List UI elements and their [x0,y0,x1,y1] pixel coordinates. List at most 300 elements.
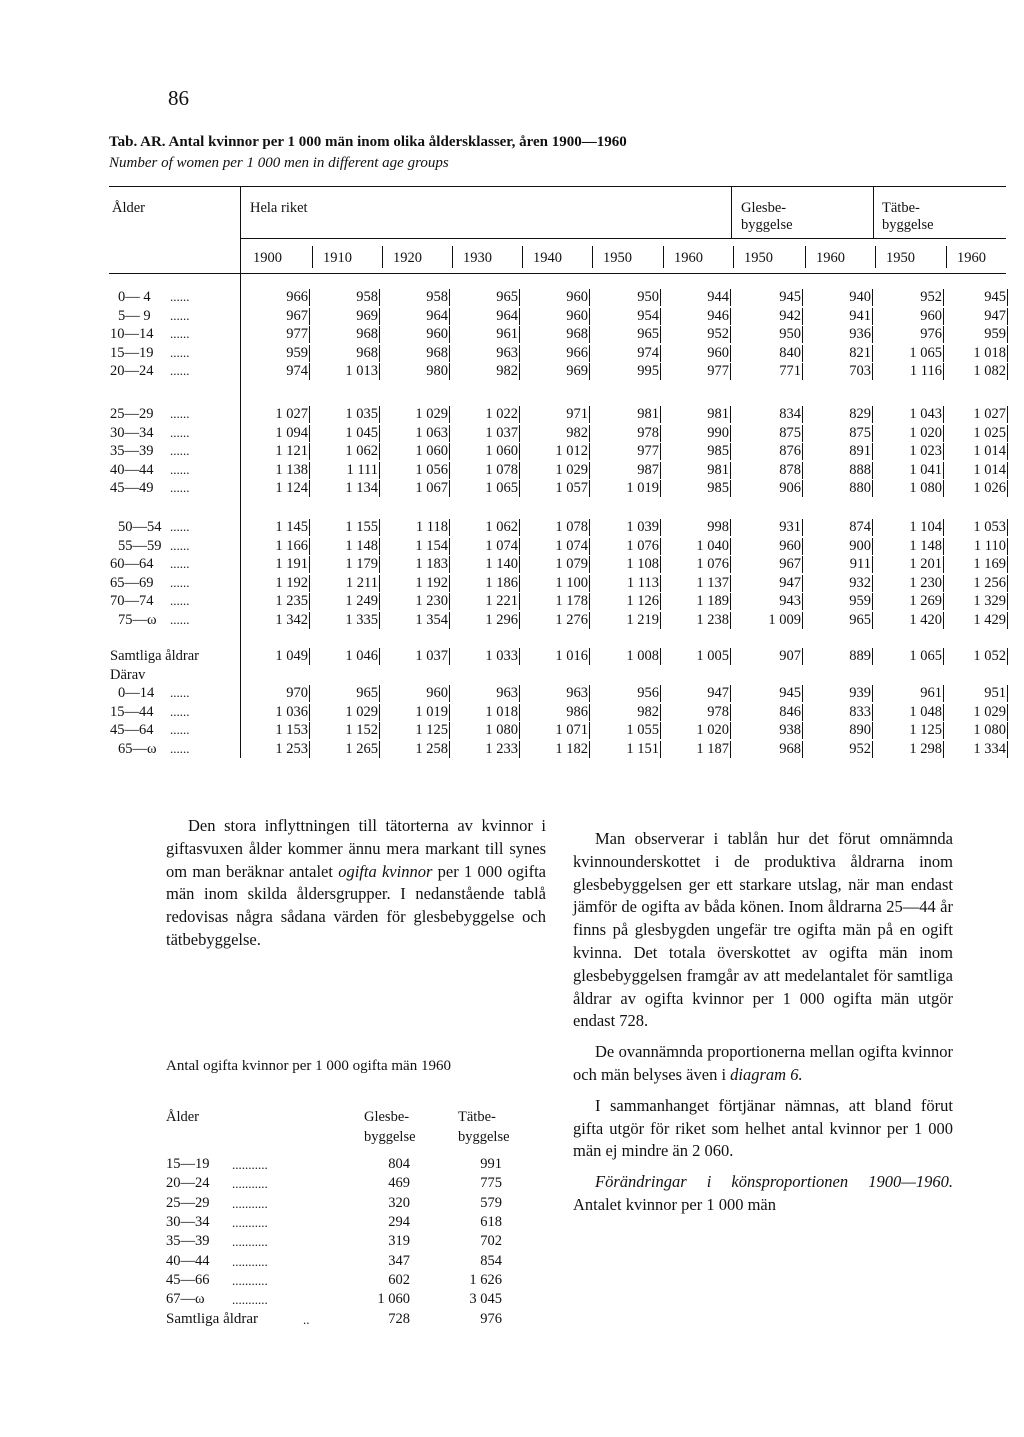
cell-divider [872,575,873,592]
cell-divider [589,462,590,479]
table-cell: 968 [426,344,448,361]
cell-divider [872,289,873,306]
cell-divider [872,685,873,702]
table-cell: 1 258 [415,741,448,757]
cell-divider [379,462,380,479]
table-cell: 966 [286,289,308,305]
table-cell: 963 [566,685,588,702]
table-cell: 1 022 [485,406,518,422]
cell-divider [519,345,520,362]
cell-divider [519,363,520,380]
leader-dots: ...... [170,461,190,477]
table-cell: 960 [426,685,448,702]
table-cell: 1 014 [973,461,1006,478]
table-cell: 977 [707,363,729,380]
small-cell: 602 [388,1271,410,1288]
table-cell: 1 009 [768,612,801,628]
leader-dots: ...... [170,406,190,421]
cell-divider [802,685,803,702]
cell-divider [309,593,310,610]
cell-divider [519,480,520,497]
table-cell: 771 [779,363,801,380]
group-header-rural: byggelse [741,217,793,233]
table-cell: 1 230 [415,593,448,610]
cell-divider [730,648,731,665]
table-cell: 1 110 [973,537,1006,554]
table-cell: 1 334 [973,741,1006,757]
table-cell: 1 029 [973,703,1006,720]
cell-divider [309,556,310,573]
cell-divider [309,704,310,721]
small-cell: 618 [480,1213,502,1230]
table-cell: 1 008 [626,648,659,664]
table-cell: 982 [496,363,518,380]
leader-dots: ...... [170,424,190,440]
table-cell: 974 [286,363,308,380]
small-cell: 347 [388,1252,410,1269]
table-cell: 960 [920,307,942,324]
small-col-header-rural: byggelse [364,1129,416,1145]
cell-divider [730,462,731,479]
table-cell: 1 138 [275,461,308,478]
cell-divider [660,648,661,665]
small-row-label: 67—ω [166,1291,205,1308]
cell-divider [519,575,520,592]
table-cell: 703 [849,363,871,380]
cell-divider [660,326,661,343]
cell-divider [943,741,944,758]
table-cell: 965 [496,289,518,305]
cell-divider [309,480,310,497]
table-cell: 1 049 [275,648,308,664]
cell-divider [872,363,873,380]
row-label: 0—14 [118,685,155,702]
cell-divider [449,289,450,306]
row-label: 45—49 [110,480,154,497]
cell-divider [309,648,310,665]
small-cell: 3 045 [469,1291,502,1308]
cell-divider [309,308,310,325]
cell-divider [802,480,803,497]
leader-dots: ...... [170,612,190,627]
cell-divider [309,519,310,536]
table-cell: 890 [849,722,871,739]
table-cell: 1 235 [275,593,308,610]
cell-divider [872,519,873,536]
small-col-header-rural: Glesbe- [364,1109,410,1125]
small-row-label: 20—24 [166,1175,210,1192]
table-cell: 960 [566,289,588,305]
small-cell: 804 [388,1156,410,1172]
row-label: 20—24 [110,363,154,380]
cell-divider [1007,612,1008,629]
cell-divider [872,556,873,573]
small-cell: 469 [388,1175,410,1192]
year-header: 1950 [886,250,915,266]
leader-dots: ........... [232,1176,268,1192]
year-header: 1960 [674,250,703,266]
cell-divider [589,519,590,536]
cell-divider [309,462,310,479]
table-cell: 1 065 [485,480,518,497]
cell-divider [872,593,873,610]
row-label: 25—29 [110,406,154,422]
table-cell: 1 192 [275,574,308,591]
table-cell: 1 018 [485,703,518,720]
cell-divider [802,363,803,380]
small-cell: 319 [388,1233,410,1250]
year-divider [946,246,947,268]
table-cell: 1 140 [485,556,518,573]
table-cell: 950 [637,289,659,305]
table-cell: 1 045 [345,424,378,441]
table-cell: 1 145 [275,519,308,535]
cell-divider [379,425,380,442]
table-cell: 834 [779,406,801,422]
row-label: 65—ω [118,741,157,757]
cell-divider [943,425,944,442]
table-cell: 963 [496,344,518,361]
table-cell: 1 037 [415,648,448,664]
cell-divider [660,443,661,460]
table-cell: 945 [984,289,1006,305]
cell-divider [730,425,731,442]
table-cell: 1 183 [415,556,448,573]
cell-divider [449,480,450,497]
cell-divider [1007,443,1008,460]
cell-divider [660,612,661,629]
table-cell: 1 063 [415,424,448,441]
cell-divider [1007,538,1008,555]
leader-dots: ...... [170,741,190,756]
table-cell: 944 [707,289,729,305]
cell-divider [449,308,450,325]
table-cell: 959 [286,344,308,361]
cell-divider [872,326,873,343]
cell-divider [802,406,803,423]
small-table-title: Antal ogifta kvinnor per 1 000 ogifta män 1960 [166,1058,451,1074]
table-cell: 967 [779,556,801,573]
cell-divider [519,741,520,758]
cell-divider [802,648,803,665]
cell-divider [660,556,661,573]
cell-divider [730,345,731,362]
leader-dots: ...... [170,326,190,342]
small-row-label: 15—19 [166,1156,210,1172]
table-cell: 952 [920,289,942,305]
table-cell: 1 111 [346,461,378,478]
table-cell: 907 [779,648,801,664]
small-row-label: 45—66 [166,1271,210,1288]
cell-divider [730,289,731,306]
small-total-label: Samtliga åldrar [166,1311,259,1327]
table-cell: 959 [984,326,1006,343]
cell-divider [449,704,450,721]
cell-divider [519,648,520,665]
table-cell: 965 [849,612,871,628]
table-cell: 970 [286,685,308,702]
cell-divider [943,462,944,479]
cell-divider [589,425,590,442]
table-cell: 1 076 [696,556,729,573]
table-cell: 1 116 [909,363,942,380]
cell-divider [519,704,520,721]
cell-divider [1007,425,1008,442]
table-cell: 977 [637,443,659,460]
table-cell: 978 [637,424,659,441]
cell-divider [943,593,944,610]
table-cell: 1 020 [909,424,942,441]
cell-divider [802,556,803,573]
cell-divider [589,741,590,758]
table-cell: 974 [637,344,659,361]
table-cell: 1 014 [973,443,1006,460]
table-cell: 1 039 [626,519,659,535]
small-total-cell: 976 [480,1311,502,1327]
small-cell: 702 [480,1233,502,1250]
cell-divider [1007,406,1008,423]
table-cell: 954 [637,307,659,324]
small-row-label: 25—29 [166,1194,210,1211]
table-cell: 846 [779,703,801,720]
table-cell: 1 211 [345,574,378,591]
small-cell: 1 626 [469,1271,502,1288]
cell-divider [730,308,731,325]
cell-divider [379,345,380,362]
cell-divider [519,519,520,536]
table-cell: 1 078 [555,519,588,535]
cell-divider [379,289,380,306]
row-label: 40—44 [110,461,154,478]
cell-divider [730,704,731,721]
cell-divider [1007,648,1008,665]
table-cell: 965 [637,326,659,343]
cell-divider [519,556,520,573]
table-cell: 1 074 [555,537,588,554]
group-divider [731,186,732,238]
cell-divider [660,425,661,442]
table-cell: 946 [707,307,729,324]
cell-divider [379,704,380,721]
row-label: 15—44 [110,703,154,720]
table-cell: 985 [707,443,729,460]
table-cell: 969 [356,307,378,324]
table-cell: 1 005 [696,648,729,664]
table-cell: 1 060 [485,443,518,460]
cell-divider [449,556,450,573]
cell-divider [660,406,661,423]
small-row-label: 30—34 [166,1213,210,1230]
leader-dots: ...... [170,480,190,496]
table-cell: 1 151 [626,741,659,757]
cell-divider [589,406,590,423]
table-cell: 1 062 [345,443,378,460]
cell-divider [1007,593,1008,610]
paragraph: Man observerar i tablån hur det förut omnämnda kvinnounderskottet i de produktiva åldrarna inom glesbebyggelsen ger ett starkare utslag, när man endast jämför de ogifta av båda könen. Inom åldrarna 25—44 år finns på glesbygden ungefär tre ogifta män på en ogift kvinna. Det totala överskottet av ogifta män inom glesbebyggelsen framgår av att medelantalet för samtliga åldrar av ogifta kvinnor per 1 000 ogifta män utgör endast 728. [573,829,953,1031]
group-header-rural: Glesbe- [741,200,787,216]
table-cell: 960 [707,344,729,361]
table-cell: 977 [286,326,308,343]
cell-divider [379,308,380,325]
cell-divider [943,575,944,592]
leader-dots: .. [303,1312,310,1327]
small-cell: 579 [480,1194,502,1211]
table-cell: 1 040 [696,537,729,554]
group-header-urban: byggelse [882,217,934,233]
table-cell: 965 [356,685,378,702]
paragraph: Förändringar i könsproportionen 1900—1960. Antalet kvinnor per 1 000 män [573,1172,953,1214]
table-cell: 1 052 [973,648,1006,664]
table-cell: 980 [426,363,448,380]
cell-divider [872,462,873,479]
table-cell: 900 [849,537,871,554]
table-cell: 911 [849,556,871,573]
table-cell: 1 192 [415,574,448,591]
table-cell: 943 [779,593,801,610]
cell-divider [1007,519,1008,536]
cell-divider [943,648,944,665]
table-cell: 1 043 [909,406,942,422]
table-cell: 981 [707,406,729,422]
table-cell: 880 [849,480,871,497]
table-cell: 829 [849,406,871,422]
table-cell: 998 [707,519,729,535]
leader-dots: ...... [170,363,190,379]
cell-divider [449,722,450,739]
cell-divider [309,538,310,555]
table-cell: 1 253 [275,741,308,757]
year-header: 1950 [603,250,632,266]
cell-divider [1007,575,1008,592]
stub-column-divider [240,186,241,758]
cell-divider [1007,556,1008,573]
cell-divider [379,575,380,592]
cell-divider [309,289,310,306]
year-divider [663,246,664,268]
cell-divider [943,538,944,555]
cell-divider [943,685,944,702]
cell-divider [943,406,944,423]
cell-divider [1007,480,1008,497]
table-cell: 1 046 [345,648,378,664]
leader-dots: ........... [232,1195,268,1211]
cell-divider [589,538,590,555]
table-subtitle: Number of women per 1 000 men in different age groups [109,155,449,171]
row-label: 65—69 [110,574,154,591]
table-cell: 1 187 [696,741,729,757]
cell-divider [1007,741,1008,758]
table-cell: 1 230 [909,574,942,591]
cell-divider [379,685,380,702]
table-cell: 976 [920,326,942,343]
cell-divider [660,741,661,758]
table-cell: 1 186 [485,574,518,591]
cell-divider [730,556,731,573]
table-cell: 1 113 [626,574,659,591]
row-label: 10—14 [110,326,154,343]
cell-divider [660,538,661,555]
table-cell: 1 080 [973,722,1006,739]
cell-divider [802,722,803,739]
table-cell: 1 078 [485,461,518,478]
table-cell: 951 [984,685,1006,702]
year-header: 1960 [957,250,986,266]
small-col-header-urban: Tätbe- [458,1109,496,1125]
table-cell: 940 [849,289,871,305]
cell-divider [872,741,873,758]
leader-dots: ........... [232,1292,268,1308]
table-cell: 1 125 [415,722,448,739]
cell-divider [872,443,873,460]
cell-divider [943,480,944,497]
table-cell: 1 013 [345,363,378,380]
small-cell: 1 060 [377,1291,410,1308]
table-cell: 1 080 [909,480,942,497]
leader-dots: ...... [170,703,190,719]
year-header: 1960 [816,250,845,266]
cell-divider [730,406,731,423]
cell-divider [309,326,310,343]
cell-divider [802,443,803,460]
cell-divider [730,575,731,592]
cell-divider [802,704,803,721]
cell-divider [872,480,873,497]
table-cell: 1 335 [345,612,378,628]
small-cell: 991 [480,1156,502,1172]
table-cell: 966 [566,344,588,361]
cell-divider [449,363,450,380]
leader-dots: ........... [232,1157,268,1172]
table-cell: 1 027 [973,406,1006,422]
cell-divider [660,722,661,739]
table-cell: 961 [920,685,942,702]
cell-divider [519,462,520,479]
cell-divider [660,519,661,536]
table-cell: 959 [849,593,871,610]
table-cell: 985 [707,480,729,497]
table-cell: 960 [779,537,801,554]
table-cell: 961 [496,326,518,343]
row-label: 75—ω [118,612,157,628]
cell-divider [589,685,590,702]
cell-divider [379,406,380,423]
page-number: 86 [168,86,189,110]
cell-divider [872,612,873,629]
year-header: 1920 [393,250,422,266]
cell-divider [379,612,380,629]
cell-divider [519,593,520,610]
cell-divider [802,741,803,758]
cell-divider [589,308,590,325]
leader-dots: ...... [170,289,190,304]
group-header-whole-country: Hela riket [250,200,308,216]
table-cell: 1 329 [973,593,1006,610]
cell-divider [1007,289,1008,306]
table-cell: 958 [426,289,448,305]
cell-divider [802,289,803,306]
table-cell: 1 166 [275,537,308,554]
table-cell: 982 [566,424,588,441]
cell-divider [943,519,944,536]
row-label: Samtliga åldrar [110,648,199,664]
table-cell: 1 429 [973,612,1006,628]
cell-divider [589,704,590,721]
cell-divider [802,519,803,536]
table-cell: 1 036 [275,703,308,720]
table-cell: 1 076 [626,537,659,554]
row-label: 60—64 [110,556,154,573]
leader-dots: ........... [232,1253,268,1269]
